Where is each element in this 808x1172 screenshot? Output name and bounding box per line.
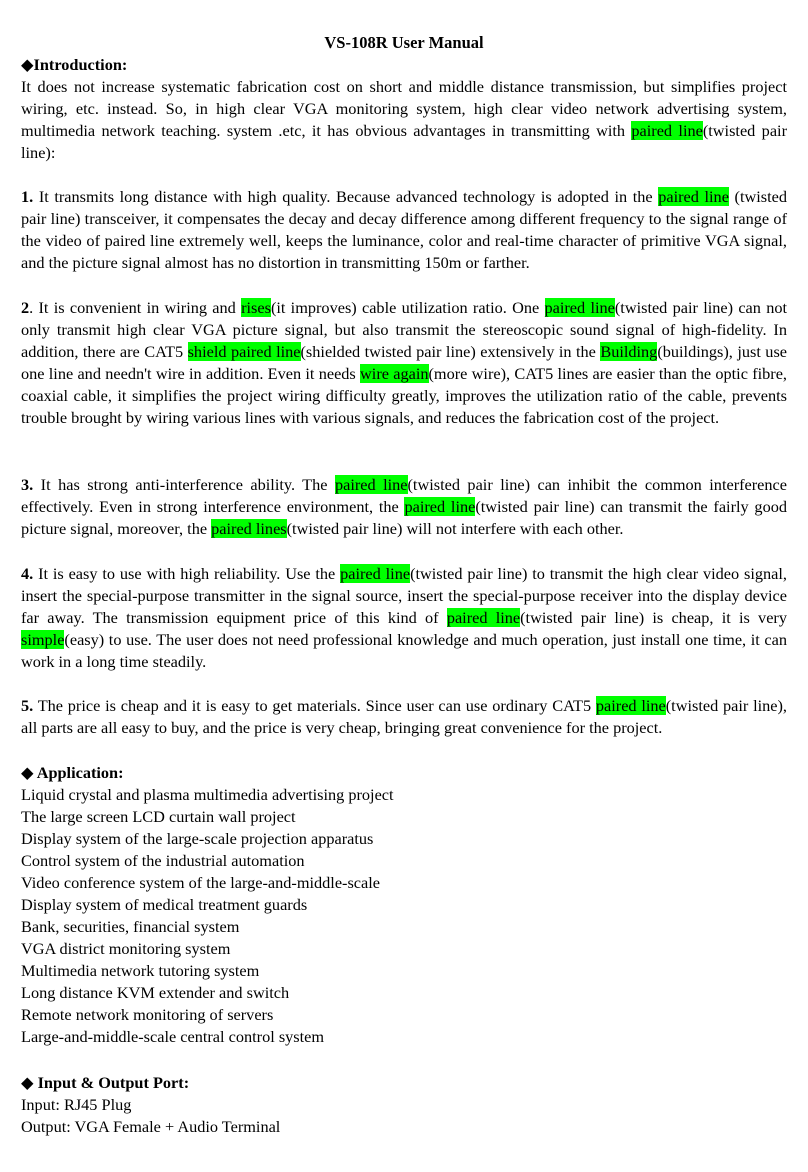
text-run: . It is convenient in wiring and [29,298,242,317]
text-run: (twisted pair line) transceiver, it compensates the decay and decay difference among different frequency to the signal range of the video of paired line extremely well, keeps the luminance, color and real-time character of primitive VGA signal, and the picture signal almost has no distortion in transmitting 150m or farther. [21,187,787,272]
point-paragraph [21,474,787,540]
highlighted-term: paired line [340,564,411,583]
highlighted-term: simple [21,630,65,649]
highlighted-term: paired line [595,696,666,715]
text-run: It is easy to use with high reliability. Use the [33,564,341,583]
io-heading: ◆ Input & Output Port: [21,1073,190,1092]
point-number: 3. [21,475,34,494]
text-run: (twisted pair line) can inhibit the common interference effectively. Even in strong interference environment, the [21,475,788,516]
application-item: VGA district monitoring system [21,939,231,958]
application-item: Bank, securities, financial system [21,917,240,936]
highlighted-term: rises [241,298,271,317]
application-item: Display system of medical treatment guards [21,895,308,914]
text-run: The price is cheap and it is easy to get materials. Since user can use ordinary CAT5 [33,696,596,715]
text-run: (twisted pair line) will not interfere with each other. [286,519,624,538]
application-heading: ◆ Application: [21,763,124,782]
io-item: Input: RJ45 Plug [21,1095,132,1114]
text-run: (buildings), just use one line and needn't wire in addition. Even it needs [21,342,788,383]
text-run: It does not increase systematic fabrication cost on short and middle distance transmission, but simplifies project wiring, etc. instead. So, in high clear VGA monitoring system, high clear video network advertising system, multimedia network teaching. system .etc, it has obvious advantages in transmitting with [21,77,787,140]
io-section [21,1072,787,1138]
text-run: It has strong anti-interference ability. The [33,475,335,494]
text-run: (twisted pair line) can not only transmit high clear VGA picture signal, but also transmit the stereoscopic sound signal of high-fidelity. In addition, there are CAT5 [21,298,787,361]
application-item: Multimedia network tutoring system [21,961,260,980]
application-item: Control system of the industrial automation [21,851,305,870]
text-run: (it improves) cable utilization ratio. One [270,298,545,317]
point-number: 1. [21,187,34,206]
page-title: VS-108R User Manual [324,33,484,52]
application-item: Large-and-middle-scale central control system [21,1027,325,1046]
highlighted-term: paired line [446,608,521,627]
point-5 [21,695,787,739]
application-item: Display system of the large-scale projection apparatus [21,829,374,848]
application-item: Video conference system of the large-and-middle-scale [21,873,381,892]
highlighted-term: paired line [631,121,703,140]
highlighted-term: paired line [404,497,476,516]
highlighted-term: paired line [658,187,729,206]
text-run: It transmits long distance with high quality. Because advanced technology is adopted in the [33,187,659,206]
highlighted-term: Building [600,342,658,361]
io-list [21,1094,787,1138]
text-run: (shielded twisted pair line) extensively in the [300,342,601,361]
point-paragraph [21,563,787,673]
text-run: (twisted pair line) can transmit the fairly good picture signal, moreover, the [21,497,787,538]
highlighted-term: paired line [544,298,615,317]
text-run: (twisted pair line): [21,121,787,162]
application-item: Long distance KVM extender and switch [21,983,290,1002]
point-number: 2 [21,298,30,317]
highlighted-term: shield paired line [187,342,301,361]
text-run: (twisted pair line) is cheap, it is very [520,608,787,627]
application-section [21,762,787,1048]
highlighted-term: paired line [334,475,408,494]
point-3 [21,474,787,540]
text-run: (twisted pair line), all parts are all easy to buy, and the price is very cheap, bringing great convenience for the project. [21,696,787,737]
introduction-section [21,54,787,164]
highlighted-term: paired lines [211,519,287,538]
point-paragraph [21,695,787,739]
introduction-heading: ◆Introduction: [21,55,128,74]
application-item: The large screen LCD curtain wall project [21,807,296,826]
text-run: (twisted pair line) to transmit the high clear video signal, insert the special-purpose transmitter in the signal source, insert the special-purpose receiver into the display device far away. The transmission equipment price of this kind of [21,564,787,627]
point-number: 5. [21,696,34,715]
application-list [21,784,787,1048]
application-item: Liquid crystal and plasma multimedia advertising project [21,785,394,804]
highlighted-term: wire again [360,364,429,383]
point-2 [21,297,787,429]
text-run: (easy) to use. The user does not need professional knowledge and much operation, just install one time, it can work in a long time steadily. [21,630,787,671]
io-item: Output: VGA Female + Audio Terminal [21,1117,281,1136]
application-item: Remote network monitoring of servers [21,1005,274,1024]
point-number: 4. [21,564,34,583]
point-paragraph [21,186,787,274]
point-1 [21,186,787,274]
introduction-paragraph [21,76,787,164]
text-run: (more wire), CAT5 lines are easier than the optic fibre, coaxial cable, it simplifies the project wiring difficulty greatly, improves the utilization ratio of the cable, prevents trouble brought by wiring various lines with various signals, and reduces the fabrication cost of the project. [21,364,787,427]
point-4 [21,563,787,673]
point-paragraph [21,297,787,429]
